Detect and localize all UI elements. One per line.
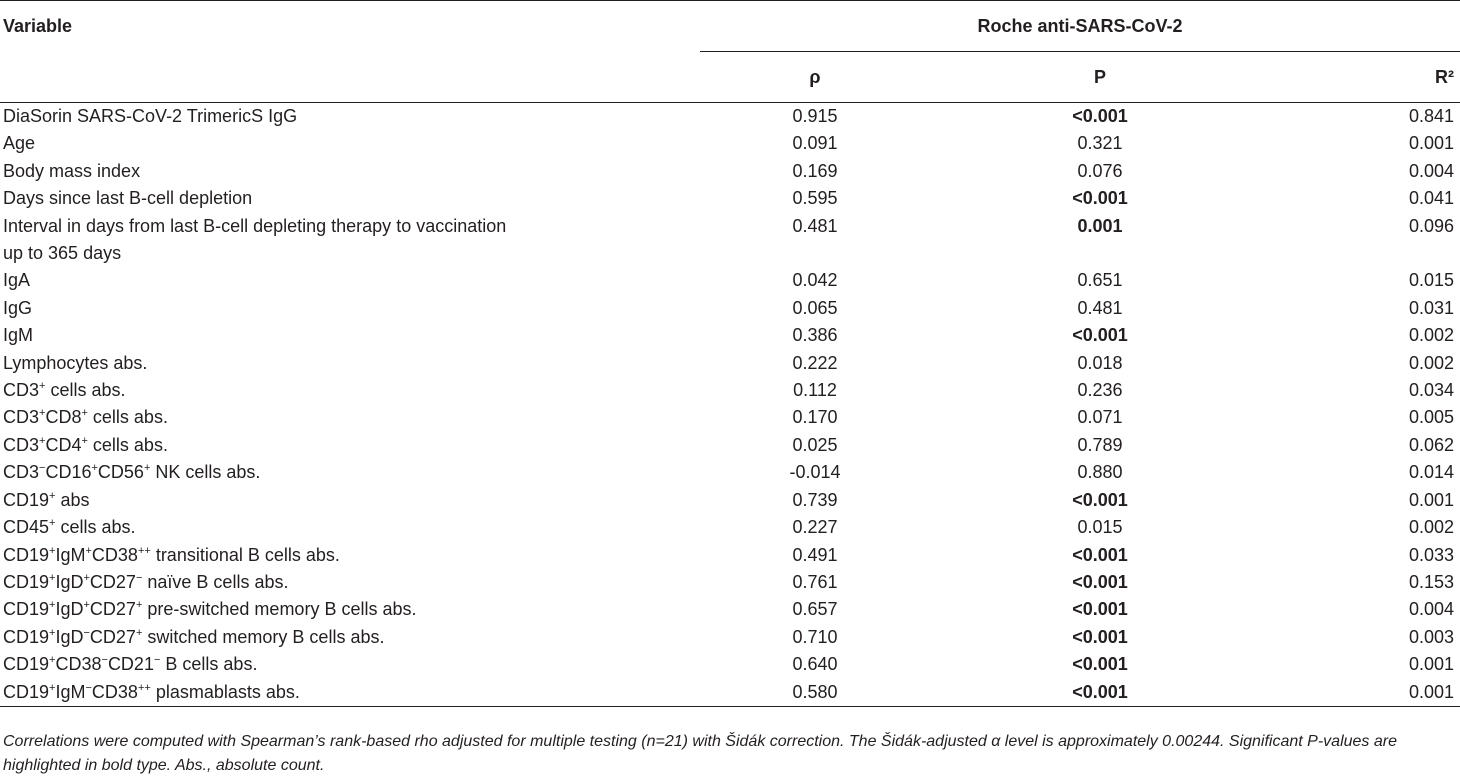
- superscript-marker: −: [101, 654, 108, 667]
- table-row: [0, 404, 1460, 431]
- variable-label-part: pre-switched memory B cells abs.: [142, 599, 417, 620]
- r2-value-cell: 0.001: [1408, 133, 1454, 154]
- superscript-marker: −: [135, 571, 143, 584]
- rho-value-cell: 0.481: [792, 215, 838, 236]
- variable-cell: [0, 651, 700, 678]
- variable-label-part: plasmablasts abs.: [150, 681, 300, 702]
- variable-label-part: abs: [55, 489, 90, 510]
- table-footnote: Correlations were computed with Spearman’s rank-based rho adjusted for multiple testing (n=21) with Šidák correction. The Šidák-adjusted α level is approximately 0.00244. Significant P-values are highlighted in bold type. Abs., absolute count.: [3, 733, 1397, 774]
- r2-value-cell: 0.004: [1408, 160, 1454, 181]
- r2-value-cell: 0.033: [1408, 544, 1454, 565]
- rho-value-cell: 0.386: [792, 325, 838, 346]
- rho-value-cell: 0.491: [792, 544, 838, 565]
- variable-cell: [0, 404, 700, 431]
- superscript-marker: +: [49, 626, 56, 639]
- column-header-rho: ρ: [700, 52, 930, 103]
- superscript-marker: +: [135, 626, 143, 639]
- variable-cell: [0, 542, 700, 569]
- variable-label-part: IgG: [3, 297, 33, 318]
- variable-label-part: CD19: [3, 599, 50, 620]
- variable-label-part: switched memory B cells abs.: [142, 626, 385, 647]
- p-value-cell: <0.001: [1072, 544, 1128, 565]
- superscript-marker: +: [39, 380, 46, 393]
- variable-cell: [0, 624, 700, 651]
- superscript-marker: +: [83, 571, 90, 584]
- variable-label-part: CD56: [97, 462, 144, 483]
- variable-label-part: Interval in days from last B-cell depleting therapy to vaccination: [3, 215, 507, 236]
- rho-value-cell: 0.580: [700, 679, 930, 707]
- variable-label-part: B cells abs.: [160, 654, 258, 675]
- variable-label-part: naïve B cells abs.: [142, 571, 289, 592]
- variable-label-line2: up to 365 days: [3, 243, 122, 264]
- variable-cell: [0, 130, 700, 157]
- variable-label-part: CD19: [3, 681, 50, 702]
- table-row: [0, 487, 1460, 514]
- table-row: [0, 350, 1460, 377]
- column-group-header: Roche anti-SARS-CoV-2: [700, 1, 1460, 52]
- p-value-cell: <0.001: [1072, 188, 1128, 209]
- table-row: [0, 213, 1460, 268]
- rho-value-cell: 0.042: [792, 270, 838, 291]
- p-value-cell: <0.001: [1072, 325, 1128, 346]
- variable-label-part: CD3: [3, 407, 40, 428]
- table-row: [0, 377, 1460, 404]
- superscript-marker: −: [83, 626, 90, 639]
- variable-cell: [0, 267, 700, 294]
- variable-cell: [0, 377, 700, 404]
- p-value-cell: <0.001: [930, 103, 1270, 131]
- rho-value-cell: 0.710: [792, 626, 838, 647]
- superscript-marker: −: [85, 681, 92, 694]
- superscript-marker: +: [49, 681, 56, 694]
- variable-cell: [0, 459, 700, 486]
- superscript-marker: +: [39, 434, 46, 447]
- superscript-marker: +: [49, 489, 56, 502]
- table-row: [0, 130, 1460, 157]
- superscript-marker: −: [39, 462, 46, 475]
- superscript-marker: +: [81, 434, 88, 447]
- p-value-cell: 0.018: [1077, 352, 1123, 373]
- r2-value-cell: 0.001: [1408, 654, 1454, 675]
- table-row: [0, 569, 1460, 596]
- table-row: [0, 103, 1460, 131]
- variable-label-part: cells abs.: [87, 407, 168, 428]
- variable-label-part: IgM: [55, 544, 86, 565]
- p-value-cell: <0.001: [1072, 626, 1128, 647]
- r2-value-cell: 0.096: [1408, 215, 1454, 236]
- rho-value-cell: 0.222: [792, 352, 838, 373]
- superscript-marker: +: [49, 517, 56, 530]
- variable-label-part: CD45: [3, 517, 50, 538]
- r2-value-cell: 0.002: [1408, 352, 1454, 373]
- table-row: [0, 596, 1460, 623]
- variable-label-part: IgM: [3, 325, 34, 346]
- p-value-cell: 0.651: [1077, 270, 1123, 291]
- variable-cell: [0, 596, 700, 623]
- variable-cell: [0, 679, 700, 707]
- r2-value-cell: 0.002: [1408, 325, 1454, 346]
- p-value-cell: 0.071: [1077, 407, 1123, 428]
- variable-label-part: NK cells abs.: [150, 462, 261, 483]
- rho-value-cell: 0.761: [792, 571, 838, 592]
- variable-label-part: CD19: [3, 571, 50, 592]
- r2-value-cell: 0.001: [1270, 679, 1460, 707]
- table-row: [0, 514, 1460, 541]
- variable-label-part: CD27: [89, 626, 136, 647]
- table-row: [0, 322, 1460, 349]
- variable-cell: [0, 295, 700, 322]
- variable-cell: [0, 514, 700, 541]
- variable-label-part: CD27: [89, 599, 136, 620]
- r2-value-cell: 0.002: [1408, 517, 1454, 538]
- variable-label-part: Lymphocytes abs.: [3, 352, 148, 373]
- table-row: [0, 185, 1460, 212]
- superscript-marker: +: [135, 599, 143, 612]
- variable-cell: [0, 158, 700, 185]
- variable-label-part: CD38: [91, 681, 138, 702]
- table-row: [0, 158, 1460, 185]
- variable-label-part: IgA: [3, 270, 31, 291]
- r2-value-cell: 0.153: [1408, 571, 1454, 592]
- superscript-marker: +: [143, 462, 151, 475]
- rho-value-cell: 0.091: [792, 133, 838, 154]
- variable-cell: [0, 487, 700, 514]
- r2-value-cell: 0.062: [1408, 434, 1454, 455]
- variable-cell: [0, 103, 700, 131]
- table-row: [0, 624, 1460, 651]
- variable-label-part: CD16: [45, 462, 92, 483]
- header-row-1: [0, 1, 1460, 52]
- variable-label-part: cells abs.: [55, 517, 136, 538]
- superscript-marker: +: [49, 599, 56, 612]
- rho-value-cell: 0.640: [792, 654, 838, 675]
- variable-label-part: CD38: [55, 654, 102, 675]
- variable-label-part: cells abs.: [87, 434, 168, 455]
- r2-value-cell: 0.041: [1408, 188, 1454, 209]
- superscript-marker: −: [153, 654, 161, 667]
- rho-value-cell: 0.025: [792, 434, 838, 455]
- rho-value-cell: 0.065: [792, 297, 838, 318]
- rho-value-cell: 0.227: [792, 517, 838, 538]
- superscript-marker: +: [39, 407, 46, 420]
- p-value-cell: 0.015: [1077, 517, 1123, 538]
- variable-label-part: IgD: [55, 571, 84, 592]
- r2-value-cell: 0.015: [1408, 270, 1454, 291]
- variable-label-part: CD21: [107, 654, 154, 675]
- table-row: [0, 432, 1460, 459]
- column-header-r2: R²: [1270, 52, 1460, 103]
- r2-value-cell: 0.014: [1408, 462, 1454, 483]
- variable-label-part: CD3: [3, 434, 40, 455]
- rho-value-cell: 0.739: [792, 489, 838, 510]
- variable-label-part: CD19: [3, 489, 50, 510]
- column-header-variable: Variable: [0, 1, 700, 52]
- variable-label-part: Age: [3, 133, 36, 154]
- table-row: [0, 542, 1460, 569]
- variable-label-part: CD19: [3, 654, 50, 675]
- variable-label-part: CD19: [3, 626, 50, 647]
- variable-cell: [0, 350, 700, 377]
- superscript-marker: +: [49, 571, 56, 584]
- variable-label-part: CD27: [89, 571, 136, 592]
- variable-cell: [0, 322, 700, 349]
- table-row: [0, 679, 1460, 707]
- p-value-cell: <0.001: [1072, 654, 1128, 675]
- rho-value-cell: -0.014: [789, 462, 841, 483]
- p-value-cell: <0.001: [930, 679, 1270, 707]
- p-value-cell: 0.880: [1077, 462, 1123, 483]
- p-value-cell: 0.076: [1077, 160, 1123, 181]
- header-row-2: [0, 52, 1460, 103]
- table-row: [0, 267, 1460, 294]
- rho-value-cell: 0.112: [793, 380, 837, 401]
- r2-value-cell: 0.005: [1408, 407, 1454, 428]
- variable-label-part: IgD: [55, 626, 84, 647]
- superscript-marker: +: [85, 544, 92, 557]
- superscript-marker: ++: [137, 544, 151, 557]
- variable-cell: [0, 569, 700, 596]
- superscript-marker: ++: [137, 681, 151, 694]
- variable-label-part: CD3: [3, 462, 40, 483]
- p-value-cell: 0.236: [1077, 380, 1123, 401]
- variable-label-part: transitional B cells abs.: [150, 544, 340, 565]
- variable-cell: [0, 432, 700, 459]
- variable-label-part: CD4: [45, 434, 82, 455]
- superscript-marker: +: [49, 654, 56, 667]
- superscript-marker: +: [49, 544, 56, 557]
- variable-label-part: Days since last B-cell depletion: [3, 188, 253, 209]
- variable-cell: [0, 185, 700, 212]
- rho-value-cell: 0.915: [700, 103, 930, 131]
- variable-label-part: CD3: [3, 380, 40, 401]
- table-row: [0, 651, 1460, 678]
- superscript-marker: +: [81, 407, 88, 420]
- r2-value-cell: 0.034: [1408, 380, 1454, 401]
- variable-label-part: Body mass index: [3, 160, 141, 181]
- rho-value-cell: 0.657: [792, 599, 838, 620]
- p-value-cell: <0.001: [1072, 489, 1128, 510]
- variable-label-part: IgD: [55, 599, 84, 620]
- p-value-cell: 0.481: [1077, 297, 1123, 318]
- r2-value-cell: 0.001: [1408, 489, 1454, 510]
- p-value-cell: <0.001: [1072, 599, 1128, 620]
- p-value-cell: 0.789: [1077, 434, 1123, 455]
- rho-value-cell: 0.595: [792, 188, 838, 209]
- r2-value-cell: 0.841: [1270, 103, 1460, 131]
- superscript-marker: +: [83, 599, 90, 612]
- p-value-cell: 0.321: [1077, 133, 1123, 154]
- variable-label-part: DiaSorin SARS-CoV-2 TrimericS IgG: [3, 106, 298, 126]
- variable-label-part: IgM: [55, 681, 86, 702]
- column-header-p: P: [930, 52, 1270, 103]
- superscript-marker: +: [91, 462, 98, 475]
- variable-label-part: CD8: [45, 407, 82, 428]
- p-value-cell: <0.001: [1072, 571, 1128, 592]
- variable-cell: [0, 213, 700, 268]
- r2-value-cell: 0.031: [1408, 297, 1454, 318]
- r2-value-cell: 0.003: [1408, 626, 1454, 647]
- variable-label-part: cells abs.: [45, 380, 126, 401]
- rho-value-cell: 0.169: [792, 160, 838, 181]
- r2-value-cell: 0.004: [1408, 599, 1454, 620]
- variable-label-part: CD38: [91, 544, 138, 565]
- table-row: [0, 295, 1460, 322]
- table-row: [0, 459, 1460, 486]
- table-body: [0, 103, 1460, 707]
- rho-value-cell: 0.170: [792, 407, 838, 428]
- variable-label-part: CD19: [3, 544, 50, 565]
- p-value-cell: 0.001: [1077, 215, 1123, 236]
